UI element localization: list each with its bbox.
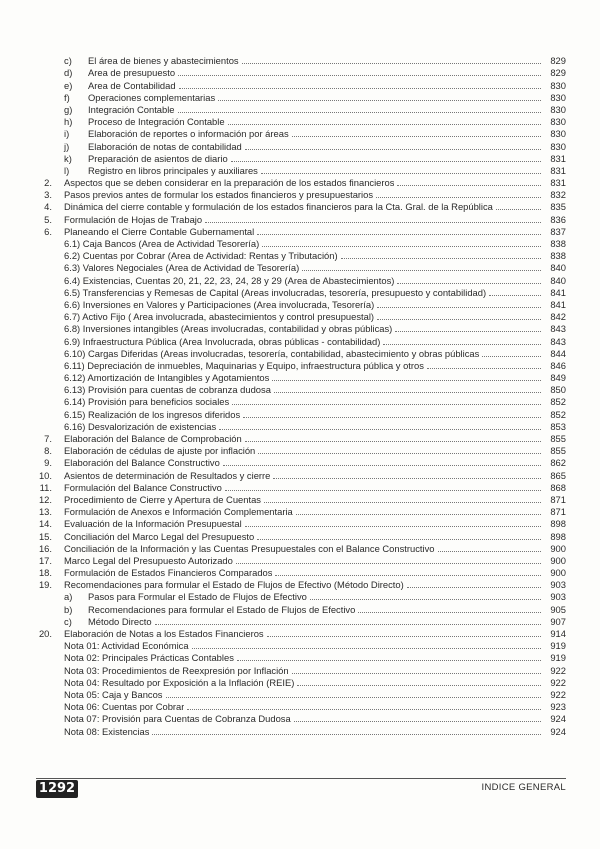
toc-entry-page: 924 <box>550 725 566 737</box>
toc-entry-title: Dinámica del cierre contable y formulación de los estados financieros para la Cta. Gral. de la República <box>64 201 493 213</box>
toc-entry-title: Preparación de asientos de diario <box>88 152 228 164</box>
toc-entry <box>36 127 566 139</box>
toc-entry-number: 8. <box>44 445 52 457</box>
toc-entry-title: 6.3) Valores Negociales (Area de Actividad de Tesorería) <box>64 262 300 274</box>
toc-entry-page: 855 <box>550 445 566 457</box>
toc-entry <box>36 505 566 517</box>
toc-entry-number: 15. <box>38 530 52 542</box>
toc-entry-number: c) <box>64 55 72 67</box>
toc-entry-page: 829 <box>550 67 566 79</box>
toc-entry-title: Area de Contabilidad <box>88 79 176 91</box>
toc-entry-number: 2. <box>44 177 52 189</box>
toc-entry-title: Elaboración del Balance Constructivo <box>64 457 220 469</box>
toc-entry-page: 922 <box>550 688 566 700</box>
toc-entry-page: 829 <box>550 55 566 67</box>
dot-leader <box>231 160 541 162</box>
toc-entry-page: 838 <box>550 238 566 249</box>
toc-entry-title: 6.4) Existencias, Cuentas 20, 21, 22, 23, 24, 28 y 29 (Area de Abastecimientos) <box>64 274 395 286</box>
dot-leader <box>245 148 541 150</box>
toc-entry <box>36 468 566 480</box>
dot-leader <box>427 367 541 369</box>
toc-entry-page: 837 <box>550 225 566 237</box>
toc-entry-title: Recomendaciones para formular el Estado de Flujos de Efectivo <box>88 603 356 615</box>
toc-entry-page: 835 <box>550 201 566 213</box>
toc-entry <box>36 651 566 663</box>
dot-leader <box>310 598 541 600</box>
toc-entry <box>36 602 566 614</box>
toc-entry-number: f) <box>64 91 70 103</box>
dot-leader <box>219 428 541 430</box>
dot-leader <box>178 74 541 76</box>
toc-entry-number: j) <box>64 140 70 152</box>
toc-entry-title: Nota 05: Caja y Bancos <box>64 688 163 700</box>
toc-entry-number: k) <box>64 152 72 164</box>
toc-entry-title: El área de bienes y abastecimientos <box>88 55 239 67</box>
toc-entry-page: 830 <box>550 116 566 128</box>
dot-leader <box>166 696 542 698</box>
toc-entry-page: 865 <box>550 469 566 481</box>
toc-entry-title: Evaluación de la Información Presupuestal <box>64 518 242 530</box>
toc-entry-page: 862 <box>550 457 566 469</box>
toc-entry <box>36 383 566 395</box>
toc-entry <box>36 249 566 261</box>
toc-entry-title: Registro en libros principales y auxiliares <box>88 164 258 176</box>
dot-leader <box>376 196 541 198</box>
toc-entry-number: g) <box>64 103 73 115</box>
dot-leader <box>262 245 541 247</box>
toc-entry <box>36 395 566 407</box>
toc-entry <box>36 578 566 590</box>
toc-entry-title: 6.14) Provisión para beneficios sociales <box>64 396 230 408</box>
toc-entry-title: 6.2) Cuentas por Cobrar (Area de Actividad: Rentas y Tributación) <box>64 250 338 262</box>
toc-entry-title: Nota 04: Resultado por Exposición a la Inflación (REIE) <box>64 676 295 688</box>
toc-entry <box>36 554 566 566</box>
dot-leader <box>232 403 541 405</box>
toc-entry-page: 900 <box>550 542 566 554</box>
toc-entry <box>36 152 566 164</box>
toc-entry-number: 6. <box>44 225 52 237</box>
toc-entry <box>36 663 566 675</box>
toc-entry <box>36 200 566 212</box>
toc-entry <box>36 481 566 493</box>
toc-entry-number: 20. <box>38 628 52 639</box>
toc-entry-number: 14. <box>38 518 52 530</box>
toc-entry <box>36 627 566 639</box>
toc-entry <box>36 712 566 724</box>
toc-entry-title: Procedimiento de Cierre y Apertura de Cuentas <box>64 493 261 505</box>
toc-entry-page: 853 <box>550 420 566 432</box>
dot-leader <box>261 172 541 174</box>
dot-leader <box>296 513 541 515</box>
toc-entry-page: 830 <box>550 103 566 115</box>
toc-entry <box>36 103 566 115</box>
toc-entry-title: Area de presupuesto <box>88 67 176 79</box>
dot-leader <box>242 62 541 64</box>
dot-leader <box>294 720 541 722</box>
dot-leader <box>205 221 541 223</box>
dot-leader <box>228 123 541 125</box>
toc-entry-number: d) <box>64 67 73 79</box>
toc-entry-page: 852 <box>550 396 566 408</box>
toc-entry-title: Elaboración de cédulas de ajuste por inflación <box>64 445 256 457</box>
toc-entry <box>36 590 566 602</box>
toc-entry-page: 907 <box>550 615 566 627</box>
toc-entry-page: 842 <box>550 311 566 323</box>
toc-entry-title: 6.10) Cargas Diferidas (Areas involucradas, tesorería, contabilidad, abastecimiento y obras públicas <box>64 347 480 359</box>
toc-entry-page: 922 <box>550 664 566 676</box>
toc-entry <box>36 139 566 151</box>
toc-entry-page: 903 <box>550 591 566 603</box>
dot-leader <box>245 440 541 442</box>
toc-entry <box>36 322 566 334</box>
toc-entry-title: Formulación de Hojas de Trabajo <box>64 213 203 225</box>
toc-entry <box>36 66 566 78</box>
toc-entry-title: 6.12) Amortización de Intangibles y Agotamientos <box>64 372 270 384</box>
toc-entry-page: 831 <box>550 164 566 176</box>
page-number-badge: 1292 <box>36 780 78 798</box>
toc-entry-number: 16. <box>38 542 52 554</box>
dot-leader <box>245 525 541 527</box>
toc-entry <box>36 700 566 712</box>
toc-entry-title: Elaboración de notas de contabilidad <box>88 140 242 152</box>
dot-leader <box>341 257 541 259</box>
dot-leader <box>383 343 541 345</box>
toc-entry-page: 843 <box>550 335 566 347</box>
toc-entry-number: 10. <box>38 469 52 481</box>
toc-entry-title: Elaboración de Notas a los Estados Financieros <box>64 628 264 639</box>
toc-entry-page: 905 <box>550 603 566 615</box>
toc-entry-page: 900 <box>550 567 566 579</box>
dot-leader <box>187 708 541 710</box>
dot-leader <box>275 574 541 576</box>
dot-leader <box>152 733 541 735</box>
toc-entry-title: Formulación de Anexos e Información Complementaria <box>64 506 293 518</box>
toc-entry-title: Nota 01: Actividad Económica <box>64 640 189 652</box>
toc-entry <box>36 566 566 578</box>
dot-leader <box>274 391 541 393</box>
table-of-contents <box>36 54 566 737</box>
toc-entry-number: l) <box>64 164 70 176</box>
dot-leader <box>438 550 541 552</box>
toc-entry-title: Elaboración de reportes o información por áreas <box>88 128 289 140</box>
toc-entry-title: Pasos para Formular el Estado de Flujos de Efectivo <box>88 591 307 603</box>
toc-entry-title: Nota 07: Provisión para Cuentas de Cobranza Dudosa <box>64 713 291 725</box>
dot-leader <box>267 635 541 637</box>
toc-entry-page: 900 <box>550 554 566 566</box>
toc-entry-title: Asientos de determinación de Resultados y cierre <box>64 469 271 481</box>
toc-entry <box>36 517 566 529</box>
dot-leader <box>243 416 541 418</box>
toc-entry-number: b) <box>64 603 73 615</box>
toc-entry-page: 919 <box>550 640 566 652</box>
toc-entry-number: 18. <box>38 567 52 579</box>
toc-entry-page: 830 <box>550 128 566 140</box>
dot-leader <box>395 330 541 332</box>
dot-leader <box>257 538 541 540</box>
toc-entry-page: 840 <box>550 262 566 274</box>
toc-entry-title: Conciliación del Marco Legal del Presupuesto <box>64 530 255 542</box>
dot-leader <box>358 611 541 613</box>
toc-entry-page: 919 <box>550 652 566 664</box>
toc-entry <box>36 298 566 310</box>
toc-entry-number: 12. <box>38 493 52 505</box>
dot-leader <box>155 623 541 625</box>
dot-leader <box>292 135 541 137</box>
dot-leader <box>273 477 541 479</box>
dot-leader <box>496 208 541 210</box>
toc-entry <box>36 54 566 66</box>
toc-entry <box>36 432 566 444</box>
toc-entry-page: 830 <box>550 91 566 103</box>
dot-leader <box>179 87 541 89</box>
toc-entry-title: 6.8) Inversiones intangibles (Areas involucradas, contabilidad y obras públicas) <box>64 323 393 335</box>
toc-entry-number: 7. <box>44 433 52 444</box>
toc-entry <box>36 188 566 200</box>
toc-entry-page: 871 <box>550 493 566 505</box>
toc-entry-title: 6.16) Desvalorización de existencias <box>64 420 217 432</box>
toc-entry-title: Marco Legal del Presupuesto Autorizado <box>64 554 233 566</box>
toc-entry <box>36 688 566 700</box>
toc-entry-number: c) <box>64 615 72 627</box>
toc-entry <box>36 225 566 237</box>
toc-entry-page: 836 <box>550 213 566 225</box>
dot-leader <box>302 269 541 271</box>
toc-entry-page: 843 <box>550 323 566 335</box>
toc-entry-title: Planeando el Cierre Contable Gubernamental <box>64 225 255 237</box>
toc-entry-page: 868 <box>550 481 566 493</box>
toc-entry-number: i) <box>64 128 70 140</box>
dot-leader <box>178 111 541 113</box>
toc-entry-title: Método Directo <box>88 615 152 627</box>
dot-leader <box>482 355 541 357</box>
toc-entry-page: 850 <box>550 384 566 396</box>
toc-entry-title: 6.11) Depreciación de inmuebles, Maquinarias y Equipo, infraestructura pública y otros <box>64 359 424 371</box>
dot-leader <box>258 452 541 454</box>
toc-entry-title: Conciliación de la Información y las Cuentas Presupuestales con el Balance Constructivo <box>64 542 435 554</box>
toc-entry-number: 4. <box>44 201 52 213</box>
toc-entry-title: 6.9) Infraestructura Pública (Area Involucrada, obras públicas - contabilidad) <box>64 335 381 347</box>
toc-entry <box>36 639 566 651</box>
toc-entry-number: h) <box>64 116 73 128</box>
toc-entry-title: Elaboración del Balance de Comprobación <box>64 433 242 444</box>
toc-entry <box>36 542 566 554</box>
toc-entry-page: 924 <box>550 713 566 725</box>
dot-leader <box>407 586 541 588</box>
toc-entry-title: Nota 08: Existencias <box>64 725 150 737</box>
toc-entry-page: 830 <box>550 140 566 152</box>
dot-leader <box>272 379 541 381</box>
toc-entry-number: 5. <box>44 213 52 225</box>
dot-leader <box>397 184 541 186</box>
toc-entry <box>36 420 566 432</box>
toc-entry-number: 9. <box>44 457 52 469</box>
toc-entry-title: Integración Contable <box>88 103 175 115</box>
toc-entry-title: 6.5) Transferencias y Remesas de Capital (Areas involucradas, tesorería, presupuesto y contabilidad) <box>64 286 487 298</box>
toc-entry-page: 914 <box>550 628 566 639</box>
toc-entry <box>36 493 566 505</box>
dot-leader <box>377 318 541 320</box>
dot-leader <box>237 659 541 661</box>
toc-entry-title: Pasos previos antes de formular los estados financieros y presupuestarios <box>64 189 374 201</box>
toc-entry-page: 923 <box>550 701 566 713</box>
toc-entry-title: 6.6) Inversiones en Valores y Participaciones (Area involucrada, Tesorería) <box>64 298 375 310</box>
toc-entry <box>36 164 566 176</box>
toc-entry-page: 840 <box>550 274 566 286</box>
toc-entry-page: 832 <box>550 189 566 201</box>
toc-entry-number: 11. <box>39 481 52 493</box>
toc-entry-page: 898 <box>550 530 566 542</box>
toc-entry-number: e) <box>64 79 73 91</box>
toc-entry <box>36 456 566 468</box>
toc-entry-title: 6.1) Caja Bancos (Area de Actividad Tesorería) <box>64 238 260 249</box>
footer-divider <box>36 778 566 779</box>
toc-entry-title: Proceso de Integración Contable <box>88 116 225 128</box>
toc-entry-title: 6.15) Realización de los ingresos diferidos <box>64 408 241 420</box>
toc-entry-page: 841 <box>550 298 566 310</box>
toc-entry-number: 13. <box>38 506 52 518</box>
toc-entry-title: Nota 02: Principales Prácticas Contables <box>64 652 234 664</box>
dot-leader <box>223 464 541 466</box>
dot-leader <box>225 489 541 491</box>
toc-entry-number: a) <box>64 591 73 603</box>
toc-entry-number: 3. <box>44 189 52 201</box>
dot-leader <box>397 282 541 284</box>
toc-entry-number: 17. <box>38 554 52 566</box>
toc-entry <box>36 286 566 298</box>
toc-entry <box>36 371 566 383</box>
toc-entry-page: 855 <box>550 433 566 444</box>
toc-entry-page: 849 <box>550 372 566 384</box>
dot-leader <box>489 294 541 296</box>
toc-entry-page: 838 <box>550 250 566 262</box>
toc-entry-title: Nota 03: Procedimientos de Reexpresión por Inflación <box>64 664 289 676</box>
toc-entry-page: 844 <box>550 347 566 359</box>
toc-entry <box>36 91 566 103</box>
toc-entry-page: 852 <box>550 408 566 420</box>
toc-entry-page: 846 <box>550 359 566 371</box>
toc-entry-title: Nota 06: Cuentas por Cobrar <box>64 701 185 713</box>
toc-entry <box>36 176 566 188</box>
toc-entry-page: 831 <box>550 152 566 164</box>
dot-leader <box>257 233 541 235</box>
toc-entry-page: 831 <box>550 177 566 189</box>
toc-entry <box>36 78 566 90</box>
toc-entry-title: 6.13) Provisión para cuentas de cobranza dudosa <box>64 384 271 396</box>
toc-entry <box>36 529 566 541</box>
dot-leader <box>292 672 541 674</box>
toc-entry-page: 841 <box>550 286 566 298</box>
toc-entry-page: 903 <box>550 579 566 591</box>
toc-entry-page: 871 <box>550 506 566 518</box>
dot-leader <box>297 684 541 686</box>
toc-entry <box>36 724 566 736</box>
toc-entry-number: 19. <box>38 579 52 591</box>
toc-entry-title: Aspectos que se deben considerar en la preparación de los estados financieros <box>64 177 395 189</box>
dot-leader <box>377 306 541 308</box>
toc-entry-page: 830 <box>550 79 566 91</box>
toc-entry <box>36 444 566 456</box>
toc-entry <box>36 676 566 688</box>
toc-entry <box>36 347 566 359</box>
dot-leader <box>264 501 541 503</box>
toc-entry <box>36 237 566 249</box>
toc-entry <box>36 334 566 346</box>
toc-entry-page: 922 <box>550 676 566 688</box>
toc-entry <box>36 407 566 419</box>
toc-entry <box>36 261 566 273</box>
toc-entry <box>36 212 566 224</box>
toc-entry <box>36 359 566 371</box>
toc-entry-title: Recomendaciones para formular el Estado de Flujos de Efectivo (Método Directo) <box>64 579 404 591</box>
toc-entry <box>36 615 566 627</box>
toc-entry-title: Formulación de Estados Financieros Comparados <box>64 567 273 579</box>
toc-entry-title: 6.7) Activo Fijo ( Area involucrada, abastecimientos y control presupuestal) <box>64 311 375 323</box>
toc-entry-page: 898 <box>550 518 566 530</box>
toc-entry-title: Operaciones complementarias <box>88 91 216 103</box>
toc-entry <box>36 273 566 285</box>
toc-entry <box>36 115 566 127</box>
dot-leader <box>192 647 541 649</box>
toc-entry <box>36 310 566 322</box>
dot-leader <box>236 562 541 564</box>
toc-entry-title: Formulación del Balance Constructivo <box>64 481 222 493</box>
footer-section-title: INDICE GENERAL <box>481 782 566 793</box>
dot-leader <box>218 99 541 101</box>
